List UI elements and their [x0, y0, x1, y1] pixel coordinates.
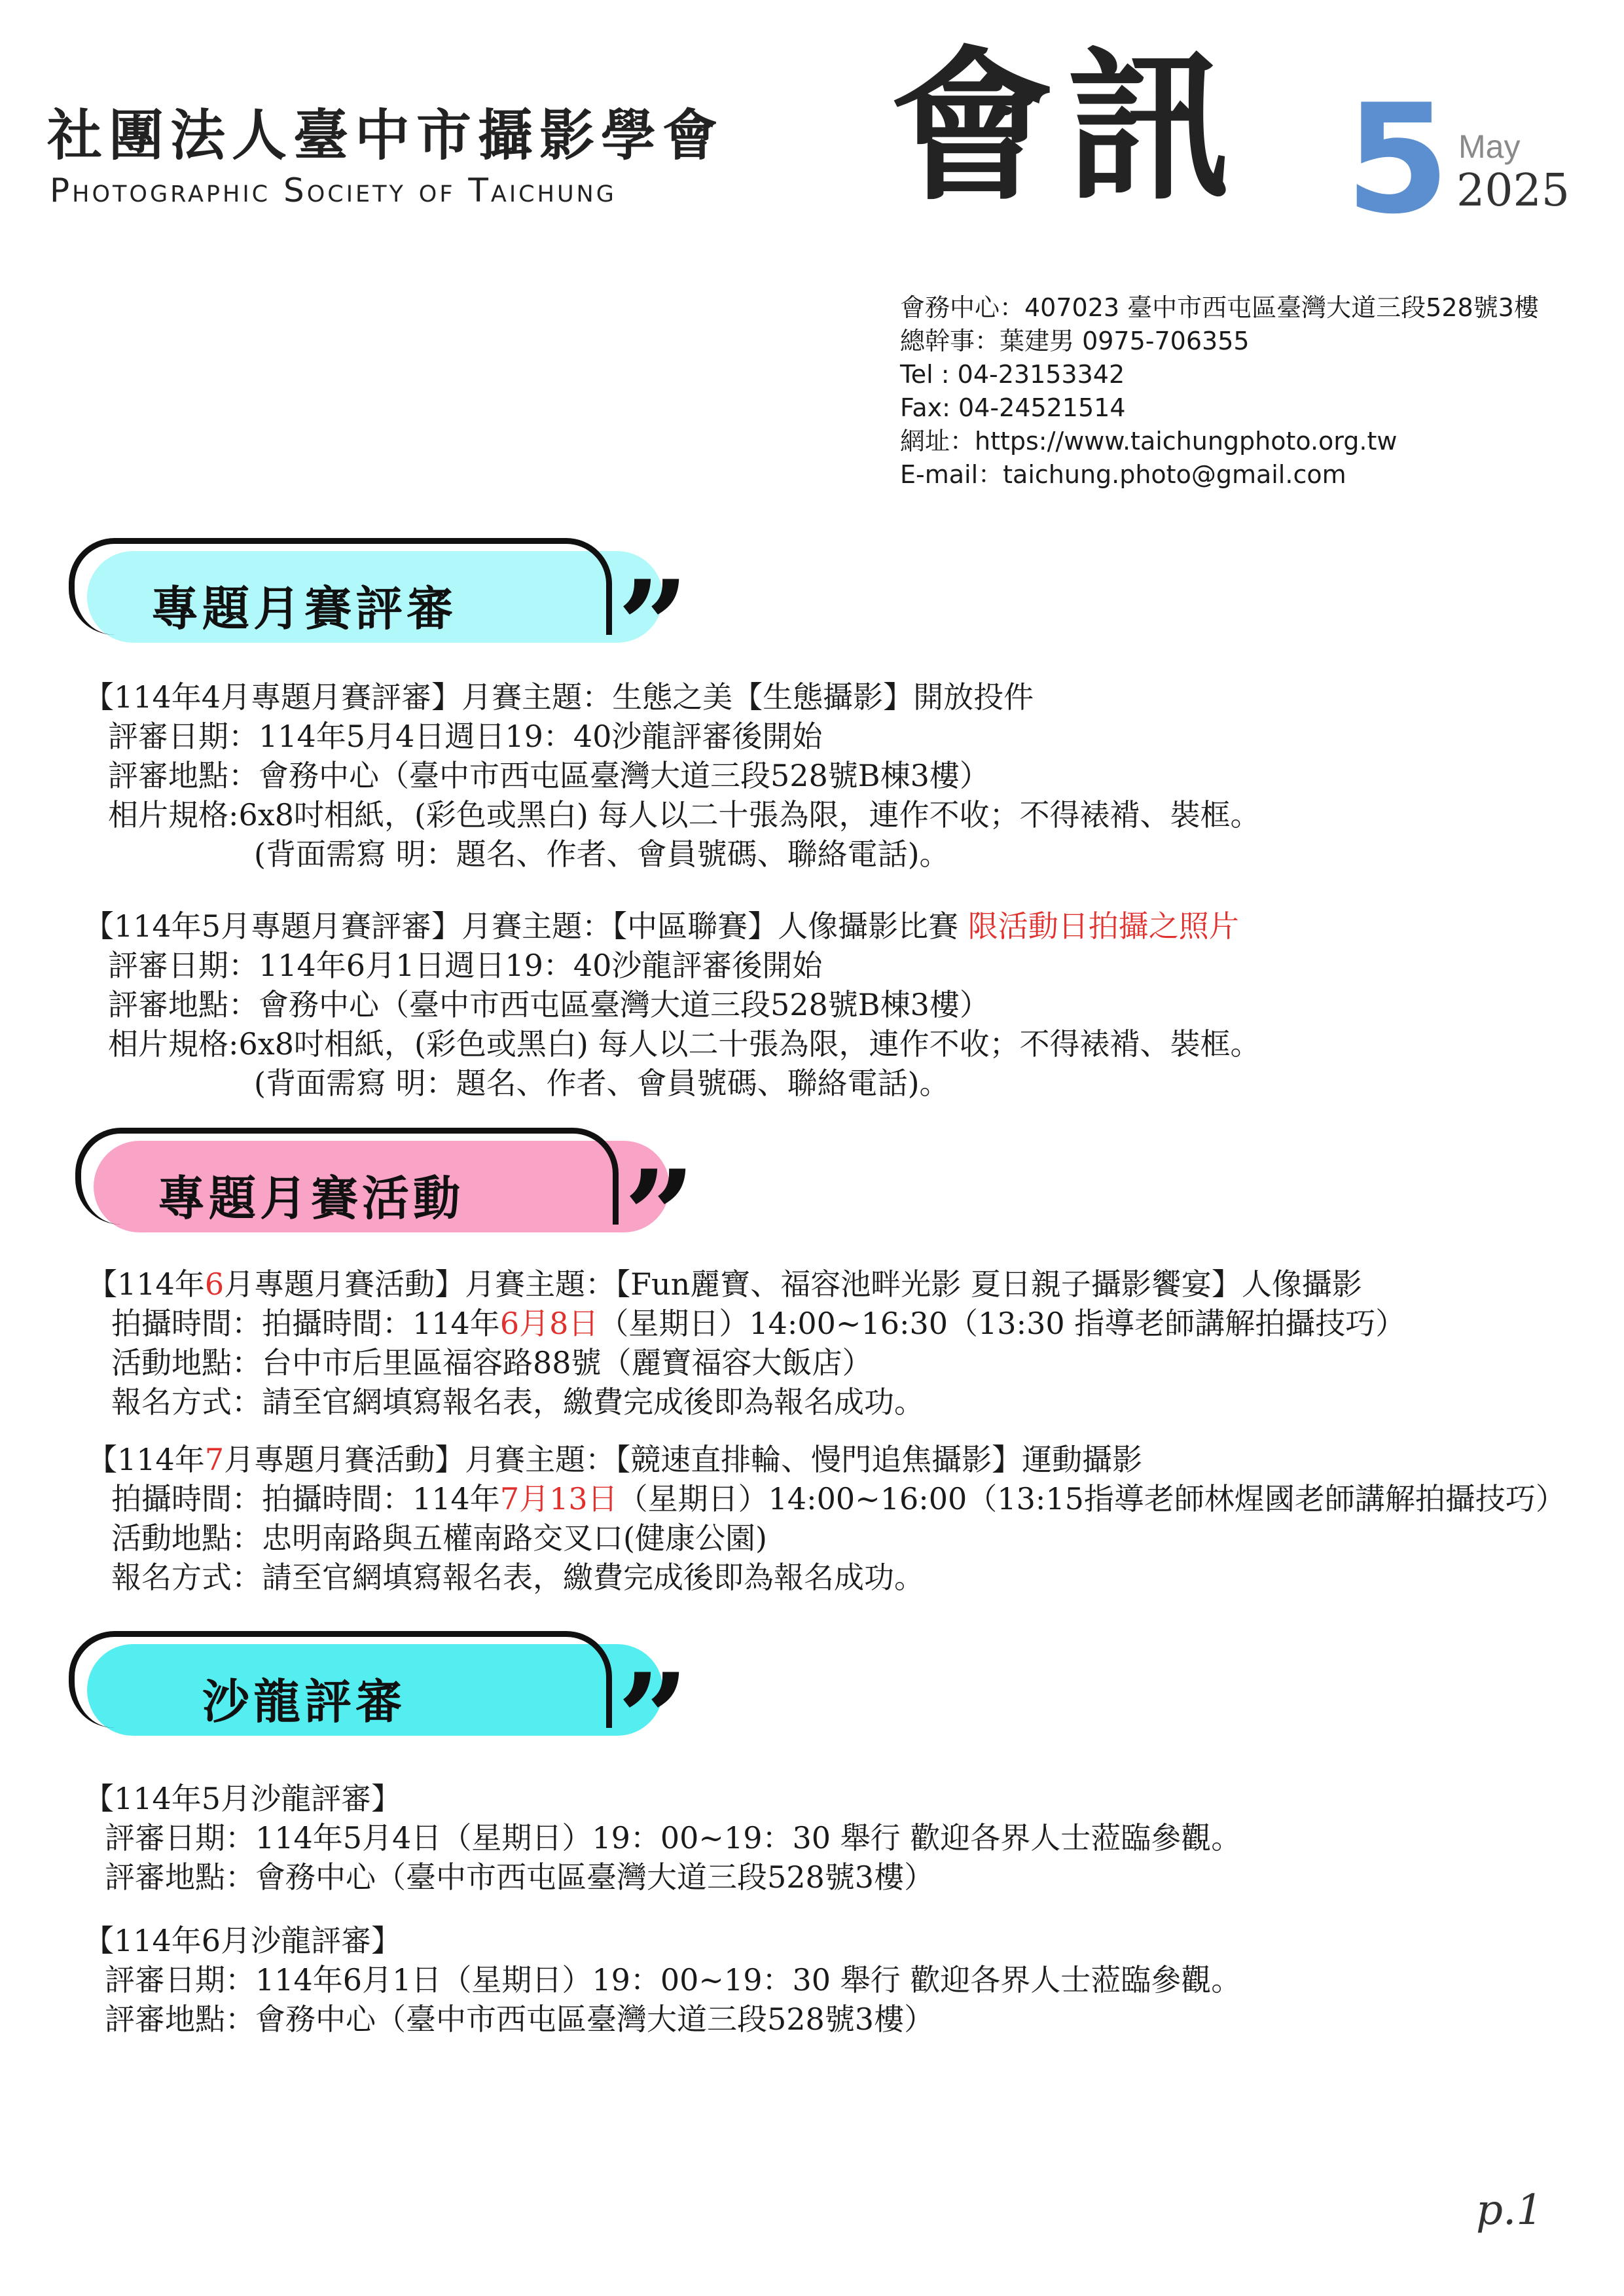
contact-tel: Tel : 04-23153342 [900, 360, 1125, 389]
s1-item-a-place: 評審地點：會務中心（臺中市西屯區臺灣大道三段528號B棟3樓） [108, 758, 990, 793]
page-number: p.1 [1476, 2186, 1543, 2234]
s1-item-a-date: 評審日期：114年5月4日週日19：40沙龍評審後開始 [108, 719, 823, 754]
issue-year: 2025 [1456, 165, 1570, 217]
s2-item-b-time [111, 1479, 1566, 1518]
s3-item-a-heading: 【114年5月沙龍評審】 [84, 1781, 402, 1816]
s2-item-b-heading-month: 7 [204, 1442, 225, 1477]
s2-item-a-time [111, 1304, 1405, 1343]
contact-center-address: 會務中心：407023 臺中市西屯區臺灣大道三段528號3樓 [900, 293, 1539, 322]
s1-item-b-heading [84, 906, 1239, 946]
quote-mark-icon: ” [624, 1143, 696, 1289]
s3-item-a-place: 評審地點：會務中心（臺中市西屯區臺灣大道三段528號3樓） [105, 1859, 935, 1895]
s2-item-b-time-date: 7月13日 [499, 1481, 618, 1516]
s1-item-a-spec: 相片規格:6x8吋相紙，(彩色或黑白) 每人以二十張為限，連作不收；不得裱褙、裝框。 [108, 797, 1261, 833]
contact-email[interactable]: E-mail：taichung.photo@gmail.com [900, 460, 1346, 489]
s1-item-b-date: 評審日期：114年6月1日週日19：40沙龍評審後開始 [108, 948, 823, 983]
section-title: 沙龍評審 [202, 1674, 406, 1729]
s2-item-a-heading-text-2: 月專題月賽活動】月賽主題：【Fun麗寶、福容池畔光影 夏日親子攝影饗宴】人像攝影 [224, 1266, 1362, 1302]
s2-item-a-place: 活動地點：台中市后里區福容路88號（麗寶福容大飯店） [111, 1345, 873, 1380]
contact-secretary: 總幹事：葉建男 0975-706355 [900, 327, 1250, 355]
section-title: 專題月賽活動 [157, 1171, 464, 1226]
s2-item-b-time-text-1: 拍攝時間：拍攝時間：114年 [111, 1481, 500, 1516]
issue-number: 5 [1345, 73, 1451, 247]
organization-name-english: Photographic Society of Taichung [50, 171, 617, 209]
s2-item-a-time-date: 6月8日 [499, 1306, 599, 1341]
section-banner-monthly-judging [69, 538, 689, 699]
contact-website[interactable]: 網址：https://www.taichungphoto.org.tw [900, 427, 1398, 456]
s2-item-a-time-text-1: 拍攝時間：拍攝時間：114年 [111, 1306, 500, 1341]
s1-item-a-heading: 【114年4月專題月賽評審】月賽主題：生態之美【生態攝影】開放投件 [84, 679, 1034, 715]
s3-item-a-date: 評審日期：114年5月4日（星期日）19：00~19：30 舉行 歡迎各界人士蒞臨參觀。 [105, 1820, 1242, 1856]
s2-item-b-signup: 報名方式：請至官網填寫報名表，繳費完成後即為報名成功。 [111, 1560, 924, 1595]
issue-month: May [1458, 128, 1521, 165]
s2-item-a-heading-text-1: 【114年 [87, 1266, 205, 1302]
s3-item-b-place: 評審地點：會務中心（臺中市西屯區臺灣大道三段528號3樓） [105, 2001, 935, 2037]
s1-item-b-spec: 相片規格:6x8吋相紙，(彩色或黑白) 每人以二十張為限，連作不收；不得裱褙、裝框。 [108, 1026, 1261, 1062]
s2-item-b-heading-text-2: 月專題月賽活動】月賽主題：【競速直排輪、慢門追焦攝影】運動攝影 [224, 1442, 1143, 1477]
section-title: 專題月賽評審 [151, 581, 458, 636]
s1-item-b-place: 評審地點：會務中心（臺中市西屯區臺灣大道三段528號B棟3樓） [108, 987, 990, 1022]
s2-item-b-time-text-2: （星期日）14:00~16:00（13:15指導老師林煋國老師講解拍攝技巧） [617, 1481, 1566, 1516]
s3-item-b-heading: 【114年6月沙龍評審】 [84, 1923, 402, 1958]
s2-item-a-heading-month: 6 [204, 1266, 225, 1302]
s1-item-b-heading-highlight: 限活動日拍攝之照片 [967, 908, 1239, 944]
s3-item-b-date: 評審日期：114年6月1日（星期日）19：00~19：30 舉行 歡迎各界人士蒞臨參觀。 [105, 1962, 1242, 1998]
newsletter-title: 會訊 [890, 32, 1244, 223]
s2-item-a-signup: 報名方式：請至官網填寫報名表，繳費完成後即為報名成功。 [111, 1384, 924, 1420]
s1-item-a-note: (背面需寫 明：題名、作者、會員號碼、聯絡電話)。 [254, 836, 950, 872]
s1-item-b-heading-text: 【114年5月專題月賽評審】月賽主題：【中區聯賽】人像攝影比賽 [84, 908, 968, 944]
contact-fax: Fax: 04-24521514 [900, 393, 1126, 422]
contact-block [900, 291, 1539, 492]
s2-item-a-heading [87, 1265, 1362, 1304]
organization-name-chinese: 社團法人臺中市攝影學會 [47, 103, 725, 168]
quote-mark-icon: ” [617, 1646, 689, 1792]
s2-item-b-heading [87, 1440, 1142, 1479]
section-banner-salon-judging [69, 1631, 689, 1792]
quote-mark-icon: ” [617, 553, 689, 699]
s2-item-b-place: 活動地點：忠明南路與五權南路交叉口(健康公園) [111, 1520, 767, 1556]
s1-item-b-note: (背面需寫 明：題名、作者、會員號碼、聯絡電話)。 [254, 1066, 950, 1101]
s2-item-b-heading-text-1: 【114年 [87, 1442, 205, 1477]
s2-item-a-time-text-2: （星期日）14:00~16:30（13:30 指導老師講解拍攝技巧） [598, 1306, 1406, 1341]
